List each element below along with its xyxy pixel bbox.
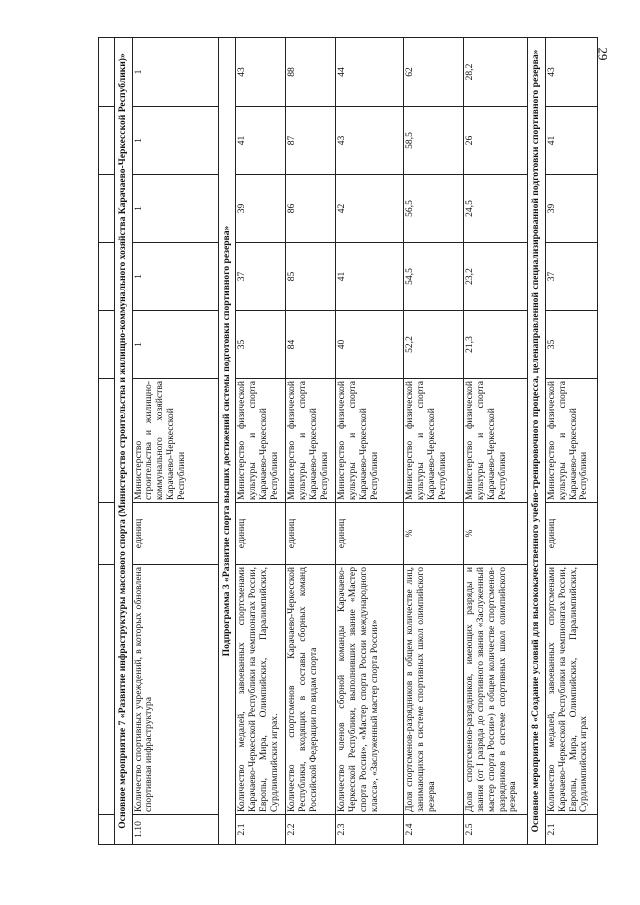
page-number: 29 [595, 47, 611, 61]
table-row: 1.10 Количество спортивных учреждений, в которых обновлена спортивная инфраструктура единиц Министерство строительства и жилищно-коммунального хозяйства Карачаево-Черкесской Республики 1 1 1 1 1 [132, 38, 218, 845]
landscape-table-page [98, 38, 590, 845]
indicators-table [98, 37, 598, 845]
table-row: 2.4 Доля спортсменов-разрядников в общем количестве лиц, занимающихся в системе спортивных школ олимпийского резерва % Министерство физической культуры и спорта Карачаево-Черкесской Республики 52,2 54,5 56,5 58,5 62 [404, 38, 464, 845]
table-row: 2.3 Количество членов сборной команды Карачаево-Черкесской Республики, выполнивших звание «Мастер спорта России», «Мастер спорта России международного класса», «Заслуженный мастер спорта России» единиц Министерство физической культуры и спорта Карачаево-Черкесской Республики 40 41 42 43 44 [336, 38, 404, 845]
section-heading: Подпрограмма 3 «Развитие спорта высших достижений системы подготовки спортивного резерва» [218, 38, 236, 845]
section-heading: Основное мероприятие 8 «Создание условий для высококачественного учебно-тренировочного процесса, целенаправленной специализированной подготовки спортивного резерва» [528, 38, 546, 845]
rotated-page [98, 38, 590, 845]
table-row: 2.1 Количество медалей, завоеванных спортсменами Карачаево-Черкесской Республики на чемпионатах России, Европы, Мира, Олимпийских, Паралимпийских, Сурдлимпийских играх. единиц Министерство физической культуры и спорта Карачаево-Черкесской Республики 35 37 39 41 43 [236, 38, 286, 845]
table-row: 2.2 Количество спортсменов Карачаево-Черкесской Республики, входящих в составы сборных команд Российской Федерации по видам спорта единиц Министерство физической культуры и спорта Карачаево-Черкесской Республики 84 85 86 87 88 [286, 38, 336, 845]
section-heading: Основное мероприятие 7 «Развитие инфраструктуры массового спорта (Министерство строительства и жилищно-коммунального хозяйства Карачаево-Черкесской Республики)» [115, 38, 133, 845]
table-row: 2.1 Количество медалей, завоеванных спортсменами Карачаево-Черкесской Республики на чемпионатах России, Европы, Мира, Олимпийских, Паралимпийских, Сурдлимпийских играх единиц Министерство физической культуры и спорта Карачаево-Черкесской Республики 35 37 39 41 43 [546, 38, 598, 845]
table-row: 2.5 Доля спортсменов-разрядников, имеющих разряды и звания (от I разряда до спортивного звания «Заслуженный мастер спорта России») в общем количестве спортсменов-разрядников в системе спортивных школ олимпийского резерва % Министерство физической культуры и спорта Карачаево-Черкесской Республики 21,3 23,2 24,5 26 28,2 [464, 38, 528, 845]
table-header-row [99, 38, 115, 845]
